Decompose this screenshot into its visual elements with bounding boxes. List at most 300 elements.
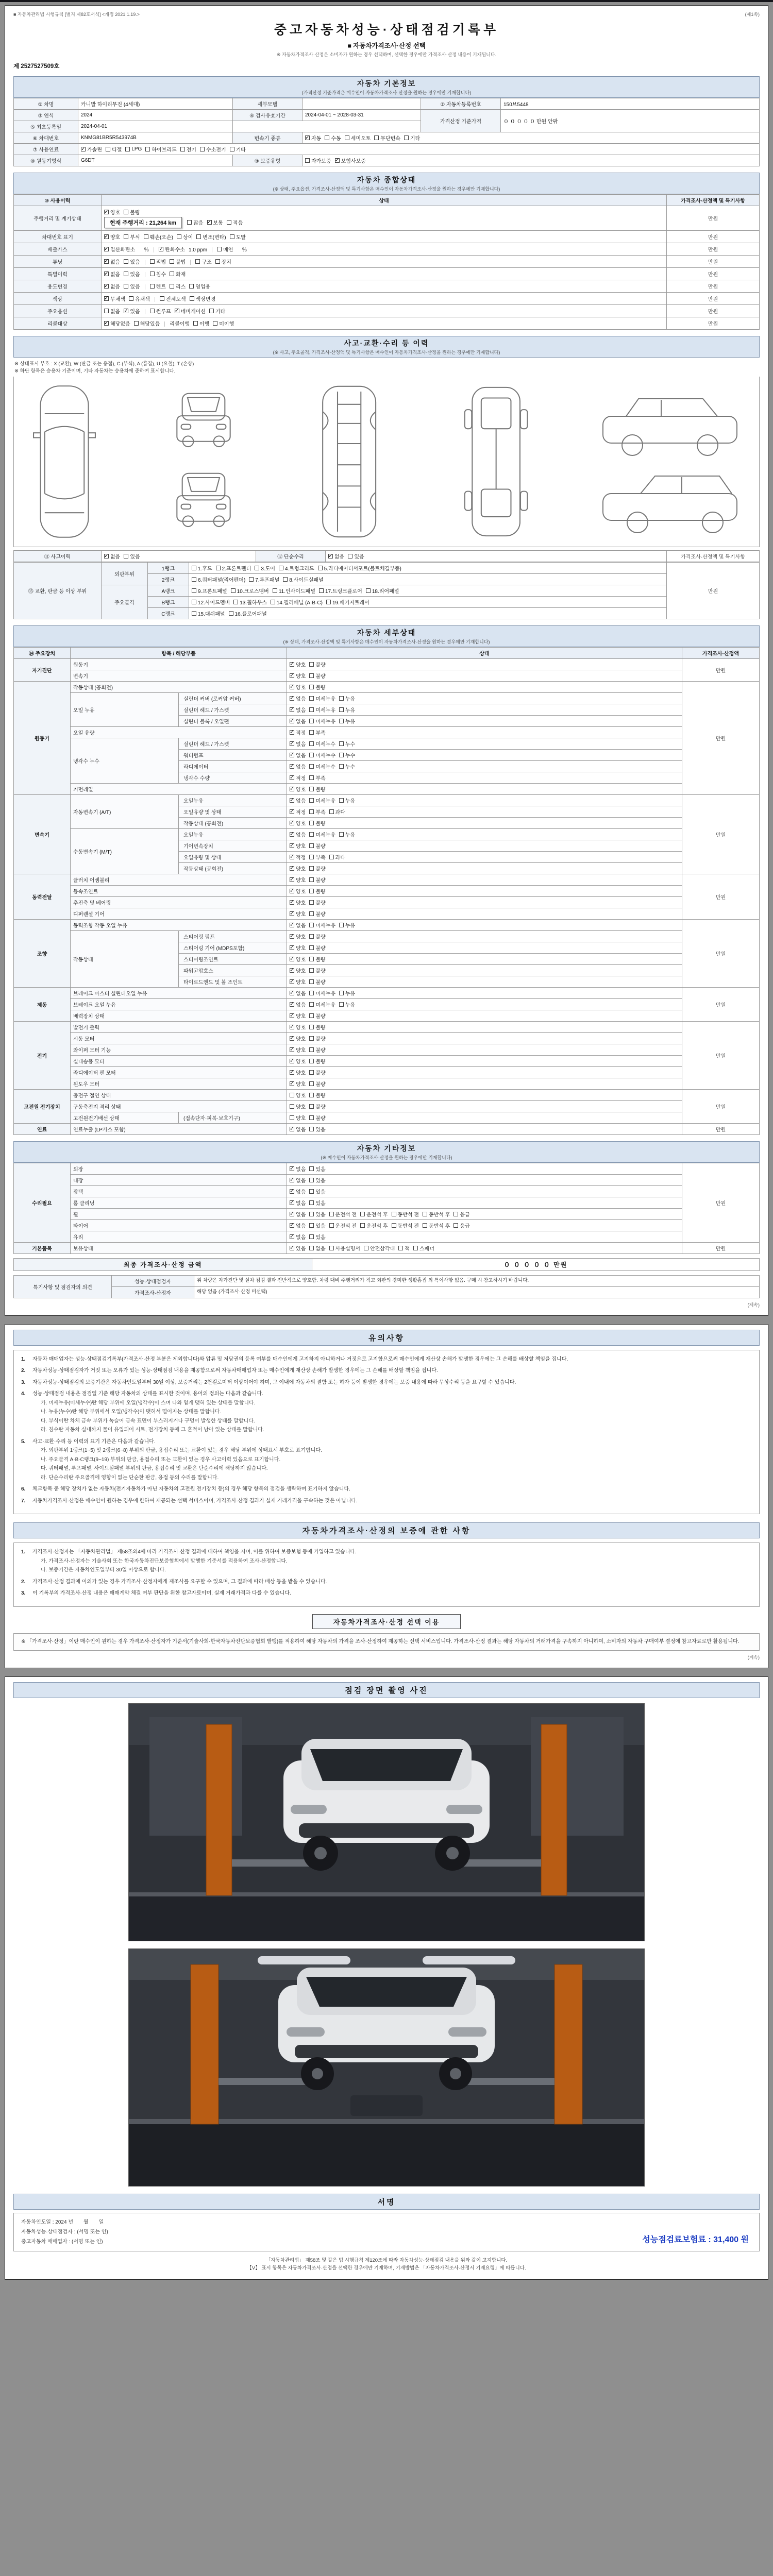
checkbox-box[interactable] bbox=[249, 577, 254, 582]
checkbox-option[interactable] bbox=[309, 796, 335, 804]
checkbox-box[interactable] bbox=[339, 707, 344, 712]
checkbox-box[interactable] bbox=[423, 1223, 427, 1228]
checkbox-option[interactable] bbox=[290, 717, 306, 725]
checkbox-option[interactable] bbox=[124, 270, 140, 278]
checkbox-option[interactable] bbox=[290, 831, 306, 838]
checkbox-box[interactable] bbox=[290, 1104, 294, 1109]
checkbox-option[interactable] bbox=[329, 1210, 357, 1218]
checkbox-box[interactable] bbox=[364, 1246, 368, 1250]
checkbox-box[interactable] bbox=[230, 234, 234, 239]
checkbox-option[interactable] bbox=[309, 944, 325, 952]
checkbox-option[interactable] bbox=[309, 740, 335, 748]
checkbox-option[interactable] bbox=[309, 672, 325, 680]
checkbox-box[interactable] bbox=[290, 1025, 294, 1029]
checkbox-option[interactable] bbox=[104, 282, 120, 290]
checkbox-box[interactable] bbox=[283, 577, 288, 582]
checkbox-box[interactable] bbox=[193, 321, 198, 326]
checkbox-box[interactable] bbox=[309, 945, 314, 950]
checkbox-option[interactable] bbox=[290, 774, 306, 782]
checkbox-option[interactable] bbox=[309, 1069, 325, 1076]
checkbox-option[interactable] bbox=[217, 245, 233, 253]
checkbox-box[interactable] bbox=[290, 1036, 294, 1041]
checkbox-box[interactable] bbox=[290, 673, 294, 678]
checkbox-box[interactable] bbox=[319, 588, 324, 593]
checkbox-box[interactable] bbox=[309, 662, 314, 667]
checkbox-option[interactable] bbox=[398, 1244, 410, 1252]
checkbox-box[interactable] bbox=[398, 1246, 403, 1250]
checkbox-box[interactable] bbox=[309, 1234, 314, 1239]
checkbox-option[interactable] bbox=[309, 1125, 325, 1133]
checkbox-option[interactable] bbox=[309, 887, 325, 895]
checkbox-box[interactable] bbox=[309, 753, 314, 757]
checkbox-option[interactable] bbox=[290, 785, 306, 793]
checkbox-box[interactable] bbox=[309, 719, 314, 723]
checkbox-option[interactable] bbox=[453, 1210, 469, 1218]
checkbox-option[interactable] bbox=[124, 307, 140, 315]
checkbox-option[interactable] bbox=[335, 157, 366, 164]
checkbox-box[interactable] bbox=[309, 832, 314, 837]
checkbox-box[interactable] bbox=[213, 321, 217, 326]
checkbox-option[interactable] bbox=[216, 564, 251, 572]
checkbox-option[interactable] bbox=[175, 307, 206, 315]
checkbox-box[interactable] bbox=[290, 719, 294, 723]
checkbox-box[interactable] bbox=[150, 259, 155, 264]
checkbox-box[interactable] bbox=[290, 821, 294, 825]
checkbox-box[interactable] bbox=[192, 588, 196, 593]
checkbox-option[interactable] bbox=[81, 145, 102, 153]
checkbox-option[interactable] bbox=[309, 1233, 325, 1241]
checkbox-box[interactable] bbox=[309, 1189, 314, 1194]
checkbox-option[interactable] bbox=[290, 876, 306, 884]
checkbox-option[interactable] bbox=[104, 295, 125, 302]
checkbox-box[interactable] bbox=[290, 1246, 294, 1250]
checkbox-box[interactable] bbox=[187, 220, 192, 225]
checkbox-box[interactable] bbox=[335, 158, 340, 163]
checkbox-option[interactable] bbox=[192, 598, 230, 606]
checkbox-option[interactable] bbox=[290, 1046, 306, 1054]
checkbox-box[interactable] bbox=[309, 1025, 314, 1029]
checkbox-option[interactable] bbox=[290, 978, 306, 986]
checkbox-option[interactable] bbox=[423, 1210, 450, 1218]
checkbox-option[interactable] bbox=[309, 1103, 325, 1110]
checkbox-box[interactable] bbox=[290, 1223, 294, 1228]
checkbox-option[interactable] bbox=[309, 1035, 325, 1042]
checkbox-option[interactable] bbox=[360, 1222, 388, 1229]
checkbox-option[interactable] bbox=[290, 899, 306, 906]
checkbox-box[interactable] bbox=[215, 259, 220, 264]
checkbox-box[interactable] bbox=[290, 923, 294, 927]
checkbox-option[interactable] bbox=[290, 967, 306, 974]
checkbox-box[interactable] bbox=[345, 135, 349, 140]
checkbox-box[interactable] bbox=[273, 588, 277, 593]
checkbox-option[interactable] bbox=[326, 598, 369, 606]
checkbox-box[interactable] bbox=[309, 877, 314, 882]
checkbox-option[interactable] bbox=[309, 1023, 325, 1031]
checkbox-option[interactable] bbox=[309, 683, 325, 691]
checkbox-box[interactable] bbox=[309, 775, 314, 780]
checkbox-option[interactable] bbox=[325, 134, 341, 142]
checkbox-box[interactable] bbox=[374, 135, 379, 140]
checkbox-option[interactable] bbox=[309, 819, 325, 827]
checkbox-box[interactable] bbox=[309, 787, 314, 791]
checkbox-option[interactable] bbox=[309, 853, 325, 861]
checkbox-box[interactable] bbox=[175, 309, 179, 313]
checkbox-box[interactable] bbox=[124, 259, 128, 264]
checkbox-option[interactable] bbox=[290, 910, 306, 918]
checkbox-box[interactable] bbox=[104, 309, 109, 313]
checkbox-option[interactable] bbox=[124, 282, 140, 290]
checkbox-option[interactable] bbox=[290, 808, 306, 816]
checkbox-box[interactable] bbox=[124, 284, 128, 289]
checkbox-box[interactable] bbox=[309, 968, 314, 973]
checkbox-option[interactable] bbox=[305, 157, 331, 164]
checkbox-option[interactable] bbox=[309, 1165, 325, 1173]
checkbox-box[interactable] bbox=[329, 809, 334, 814]
checkbox-box[interactable] bbox=[309, 1246, 314, 1250]
checkbox-box[interactable] bbox=[309, 1104, 314, 1109]
checkbox-option[interactable] bbox=[318, 564, 401, 572]
checkbox-option[interactable] bbox=[339, 796, 355, 804]
checkbox-option[interactable] bbox=[271, 598, 323, 606]
checkbox-box[interactable] bbox=[124, 309, 128, 313]
checkbox-box[interactable] bbox=[290, 696, 294, 701]
checkbox-box[interactable] bbox=[216, 566, 221, 570]
checkbox-box[interactable] bbox=[290, 1047, 294, 1052]
checkbox-box[interactable] bbox=[200, 147, 205, 151]
checkbox-box[interactable] bbox=[309, 1002, 314, 1007]
checkbox-box[interactable] bbox=[290, 968, 294, 973]
checkbox-box[interactable] bbox=[309, 1093, 314, 1097]
checkbox-box[interactable] bbox=[290, 741, 294, 746]
checkbox-box[interactable] bbox=[180, 147, 185, 151]
checkbox-box[interactable] bbox=[124, 272, 128, 276]
checkbox-box[interactable] bbox=[290, 1081, 294, 1086]
checkbox-option[interactable] bbox=[215, 258, 231, 265]
checkbox-option[interactable] bbox=[423, 1222, 450, 1229]
checkbox-option[interactable] bbox=[309, 1222, 325, 1229]
checkbox-option[interactable] bbox=[305, 134, 321, 142]
checkbox-option[interactable] bbox=[144, 233, 173, 241]
checkbox-box[interactable] bbox=[290, 934, 294, 939]
checkbox-option[interactable] bbox=[290, 1165, 306, 1173]
checkbox-box[interactable] bbox=[328, 554, 333, 558]
checkbox-option[interactable] bbox=[339, 751, 355, 759]
checkbox-box[interactable] bbox=[124, 210, 128, 214]
checkbox-box[interactable] bbox=[290, 1070, 294, 1075]
checkbox-box[interactable] bbox=[290, 866, 294, 871]
checkbox-box[interactable] bbox=[309, 764, 314, 769]
checkbox-box[interactable] bbox=[339, 832, 344, 837]
checkbox-option[interactable] bbox=[290, 853, 306, 861]
checkbox-box[interactable] bbox=[309, 1212, 314, 1216]
checkbox-box[interactable] bbox=[404, 135, 409, 140]
checkbox-option[interactable] bbox=[309, 967, 325, 974]
checkbox-box[interactable] bbox=[309, 991, 314, 995]
checkbox-option[interactable] bbox=[290, 1244, 306, 1252]
checkbox-option[interactable] bbox=[290, 1233, 306, 1241]
checkbox-option[interactable] bbox=[309, 1114, 325, 1122]
checkbox-box[interactable] bbox=[150, 272, 155, 276]
checkbox-option[interactable] bbox=[366, 587, 399, 595]
checkbox-option[interactable] bbox=[231, 587, 269, 595]
checkbox-option[interactable] bbox=[125, 146, 142, 152]
checkbox-box[interactable] bbox=[290, 1166, 294, 1171]
checkbox-box[interactable] bbox=[290, 1234, 294, 1239]
checkbox-box[interactable] bbox=[290, 1093, 294, 1097]
checkbox-option[interactable] bbox=[104, 552, 120, 560]
checkbox-box[interactable] bbox=[290, 685, 294, 689]
checkbox-box[interactable] bbox=[309, 1223, 314, 1228]
checkbox-option[interactable] bbox=[290, 933, 306, 940]
checkbox-option[interactable] bbox=[124, 208, 140, 216]
checkbox-box[interactable] bbox=[104, 210, 109, 214]
checkbox-option[interactable] bbox=[150, 307, 171, 315]
checkbox-box[interactable] bbox=[160, 296, 164, 301]
checkbox-option[interactable] bbox=[329, 808, 345, 816]
checkbox-box[interactable] bbox=[309, 1115, 314, 1120]
checkbox-box[interactable] bbox=[339, 764, 344, 769]
checkbox-box[interactable] bbox=[196, 234, 201, 239]
checkbox-option[interactable] bbox=[290, 1176, 306, 1184]
checkbox-box[interactable] bbox=[170, 259, 174, 264]
checkbox-box[interactable] bbox=[150, 284, 155, 289]
checkbox-option[interactable] bbox=[309, 774, 325, 782]
checkbox-box[interactable] bbox=[192, 600, 196, 604]
checkbox-option[interactable] bbox=[309, 955, 325, 963]
checkbox-box[interactable] bbox=[309, 900, 314, 905]
checkbox-option[interactable] bbox=[213, 319, 234, 327]
checkbox-box[interactable] bbox=[309, 957, 314, 961]
checkbox-box[interactable] bbox=[189, 284, 194, 289]
checkbox-option[interactable] bbox=[329, 1244, 360, 1252]
checkbox-option[interactable] bbox=[392, 1222, 419, 1229]
checkbox-box[interactable] bbox=[309, 1059, 314, 1063]
checkbox-box[interactable] bbox=[309, 1070, 314, 1075]
price-eval-select-label[interactable]: ■ 자동차가격조사·산정 선택 bbox=[347, 42, 426, 49]
checkbox-option[interactable] bbox=[309, 1176, 325, 1184]
checkbox-option[interactable] bbox=[290, 728, 306, 736]
checkbox-box[interactable] bbox=[360, 1223, 365, 1228]
checkbox-option[interactable] bbox=[290, 944, 306, 952]
checkbox-option[interactable] bbox=[339, 921, 355, 929]
checkbox-option[interactable] bbox=[309, 1091, 325, 1099]
checkbox-option[interactable] bbox=[339, 740, 355, 748]
checkbox-box[interactable] bbox=[329, 1246, 334, 1250]
checkbox-option[interactable] bbox=[309, 728, 325, 736]
checkbox-box[interactable] bbox=[190, 296, 194, 301]
checkbox-option[interactable] bbox=[374, 134, 400, 142]
checkbox-box[interactable] bbox=[309, 730, 314, 735]
checkbox-option[interactable] bbox=[104, 258, 120, 265]
checkbox-box[interactable] bbox=[290, 753, 294, 757]
checkbox-box[interactable] bbox=[192, 611, 196, 616]
checkbox-option[interactable] bbox=[290, 865, 306, 872]
checkbox-option[interactable] bbox=[309, 1080, 325, 1088]
checkbox-box[interactable] bbox=[104, 554, 109, 558]
checkbox-box[interactable] bbox=[134, 321, 139, 326]
checkbox-option[interactable] bbox=[145, 145, 176, 153]
checkbox-box[interactable] bbox=[145, 147, 150, 151]
checkbox-box[interactable] bbox=[309, 798, 314, 803]
checkbox-box[interactable] bbox=[453, 1223, 458, 1228]
checkbox-option[interactable] bbox=[413, 1244, 434, 1252]
checkbox-option[interactable] bbox=[249, 575, 279, 583]
checkbox-box[interactable] bbox=[170, 272, 174, 276]
checkbox-box[interactable] bbox=[170, 284, 174, 289]
checkbox-box[interactable] bbox=[290, 991, 294, 995]
checkbox-option[interactable] bbox=[290, 762, 306, 770]
checkbox-box[interactable] bbox=[290, 809, 294, 814]
checkbox-option[interactable] bbox=[196, 233, 226, 241]
checkbox-option[interactable] bbox=[348, 552, 364, 560]
checkbox-option[interactable] bbox=[192, 564, 212, 572]
checkbox-box[interactable] bbox=[279, 566, 283, 570]
checkbox-box[interactable] bbox=[309, 923, 314, 927]
checkbox-option[interactable] bbox=[309, 1210, 325, 1218]
checkbox-option[interactable] bbox=[124, 552, 140, 560]
checkbox-option[interactable] bbox=[200, 145, 226, 153]
checkbox-box[interactable] bbox=[144, 234, 148, 239]
checkbox-option[interactable] bbox=[290, 1091, 306, 1099]
checkbox-option[interactable] bbox=[339, 831, 355, 838]
checkbox-box[interactable] bbox=[290, 1013, 294, 1018]
checkbox-option[interactable] bbox=[150, 258, 166, 265]
checkbox-option[interactable] bbox=[309, 989, 335, 997]
checkbox-option[interactable] bbox=[345, 134, 371, 142]
checkbox-option[interactable] bbox=[309, 717, 335, 725]
checkbox-option[interactable] bbox=[309, 660, 325, 668]
checkbox-box[interactable] bbox=[290, 1178, 294, 1182]
checkbox-option[interactable] bbox=[290, 1023, 306, 1031]
checkbox-option[interactable] bbox=[189, 282, 210, 290]
checkbox-option[interactable] bbox=[309, 831, 335, 838]
checkbox-box[interactable] bbox=[290, 662, 294, 667]
checkbox-option[interactable] bbox=[104, 307, 120, 315]
checkbox-box[interactable] bbox=[227, 220, 231, 225]
checkbox-option[interactable] bbox=[290, 1103, 306, 1110]
checkbox-option[interactable] bbox=[104, 233, 120, 241]
checkbox-option[interactable] bbox=[150, 282, 166, 290]
checkbox-box[interactable] bbox=[329, 1223, 334, 1228]
checkbox-box[interactable] bbox=[207, 220, 212, 225]
checkbox-box[interactable] bbox=[195, 259, 200, 264]
checkbox-option[interactable] bbox=[360, 1210, 388, 1218]
checkbox-option[interactable] bbox=[309, 694, 335, 702]
checkbox-box[interactable] bbox=[309, 1013, 314, 1018]
checkbox-option[interactable] bbox=[290, 740, 306, 748]
checkbox-box[interactable] bbox=[290, 1212, 294, 1216]
checkbox-option[interactable] bbox=[104, 208, 120, 216]
checkbox-box[interactable] bbox=[309, 979, 314, 984]
checkbox-box[interactable] bbox=[290, 945, 294, 950]
checkbox-option[interactable] bbox=[255, 564, 275, 572]
checkbox-box[interactable] bbox=[290, 764, 294, 769]
checkbox-box[interactable] bbox=[453, 1212, 458, 1216]
checkbox-option[interactable] bbox=[150, 270, 166, 278]
checkbox-box[interactable] bbox=[325, 135, 329, 140]
checkbox-option[interactable] bbox=[180, 145, 196, 153]
checkbox-option[interactable] bbox=[290, 672, 306, 680]
checkbox-box[interactable] bbox=[309, 1036, 314, 1041]
checkbox-box[interactable] bbox=[366, 588, 371, 593]
checkbox-option[interactable] bbox=[290, 683, 306, 691]
checkbox-option[interactable] bbox=[124, 233, 140, 241]
checkbox-box[interactable] bbox=[177, 234, 181, 239]
checkbox-option[interactable] bbox=[309, 865, 325, 872]
checkbox-box[interactable] bbox=[290, 798, 294, 803]
checkbox-option[interactable] bbox=[290, 1125, 306, 1133]
checkbox-option[interactable] bbox=[290, 706, 306, 714]
checkbox-option[interactable] bbox=[177, 233, 193, 241]
checkbox-option[interactable] bbox=[309, 978, 325, 986]
checkbox-box[interactable] bbox=[392, 1223, 396, 1228]
checkbox-box[interactable] bbox=[230, 147, 234, 151]
checkbox-option[interactable] bbox=[209, 307, 225, 315]
checkbox-option[interactable] bbox=[193, 319, 209, 327]
checkbox-option[interactable] bbox=[364, 1244, 395, 1252]
checkbox-box[interactable] bbox=[290, 957, 294, 961]
checkbox-box[interactable] bbox=[305, 158, 310, 163]
checkbox-option[interactable] bbox=[453, 1222, 469, 1229]
checkbox-option[interactable] bbox=[309, 706, 335, 714]
checkbox-box[interactable] bbox=[309, 843, 314, 848]
checkbox-option[interactable] bbox=[309, 762, 335, 770]
checkbox-option[interactable] bbox=[309, 921, 335, 929]
checkbox-box[interactable] bbox=[290, 1189, 294, 1194]
checkbox-option[interactable] bbox=[170, 270, 186, 278]
checkbox-option[interactable] bbox=[190, 295, 216, 302]
checkbox-option[interactable] bbox=[309, 899, 325, 906]
checkbox-box[interactable] bbox=[309, 1047, 314, 1052]
checkbox-option[interactable] bbox=[230, 233, 246, 241]
checkbox-option[interactable] bbox=[192, 575, 245, 583]
checkbox-option[interactable] bbox=[309, 808, 325, 816]
checkbox-option[interactable] bbox=[273, 587, 315, 595]
checkbox-box[interactable] bbox=[233, 600, 238, 604]
checkbox-option[interactable] bbox=[230, 145, 246, 153]
checkbox-box[interactable] bbox=[104, 247, 109, 251]
checkbox-option[interactable] bbox=[290, 887, 306, 895]
checkbox-option[interactable] bbox=[339, 1001, 355, 1008]
checkbox-option[interactable] bbox=[290, 751, 306, 759]
checkbox-option[interactable] bbox=[339, 762, 355, 770]
checkbox-option[interactable] bbox=[328, 552, 344, 560]
checkbox-box[interactable] bbox=[413, 1246, 418, 1250]
checkbox-box[interactable] bbox=[305, 135, 310, 140]
checkbox-box[interactable] bbox=[290, 1059, 294, 1063]
checkbox-box[interactable] bbox=[329, 1212, 334, 1216]
checkbox-box[interactable] bbox=[255, 566, 259, 570]
checkbox-option[interactable] bbox=[290, 1222, 306, 1229]
checkbox-option[interactable] bbox=[192, 609, 225, 617]
checkbox-option[interactable] bbox=[309, 842, 325, 850]
checkbox-box[interactable] bbox=[124, 554, 128, 558]
checkbox-box[interactable] bbox=[81, 147, 86, 151]
checkbox-box[interactable] bbox=[339, 719, 344, 723]
checkbox-box[interactable] bbox=[192, 577, 196, 582]
checkbox-box[interactable] bbox=[290, 730, 294, 735]
checkbox-box[interactable] bbox=[360, 1212, 365, 1216]
checkbox-option[interactable] bbox=[290, 694, 306, 702]
checkbox-option[interactable] bbox=[309, 933, 325, 940]
checkbox-option[interactable] bbox=[309, 1046, 325, 1054]
checkbox-option[interactable] bbox=[339, 717, 355, 725]
checkbox-box[interactable] bbox=[309, 855, 314, 859]
checkbox-box[interactable] bbox=[129, 296, 133, 301]
checkbox-option[interactable] bbox=[329, 1222, 357, 1229]
checkbox-box[interactable] bbox=[104, 272, 109, 276]
checkbox-box[interactable] bbox=[339, 753, 344, 757]
